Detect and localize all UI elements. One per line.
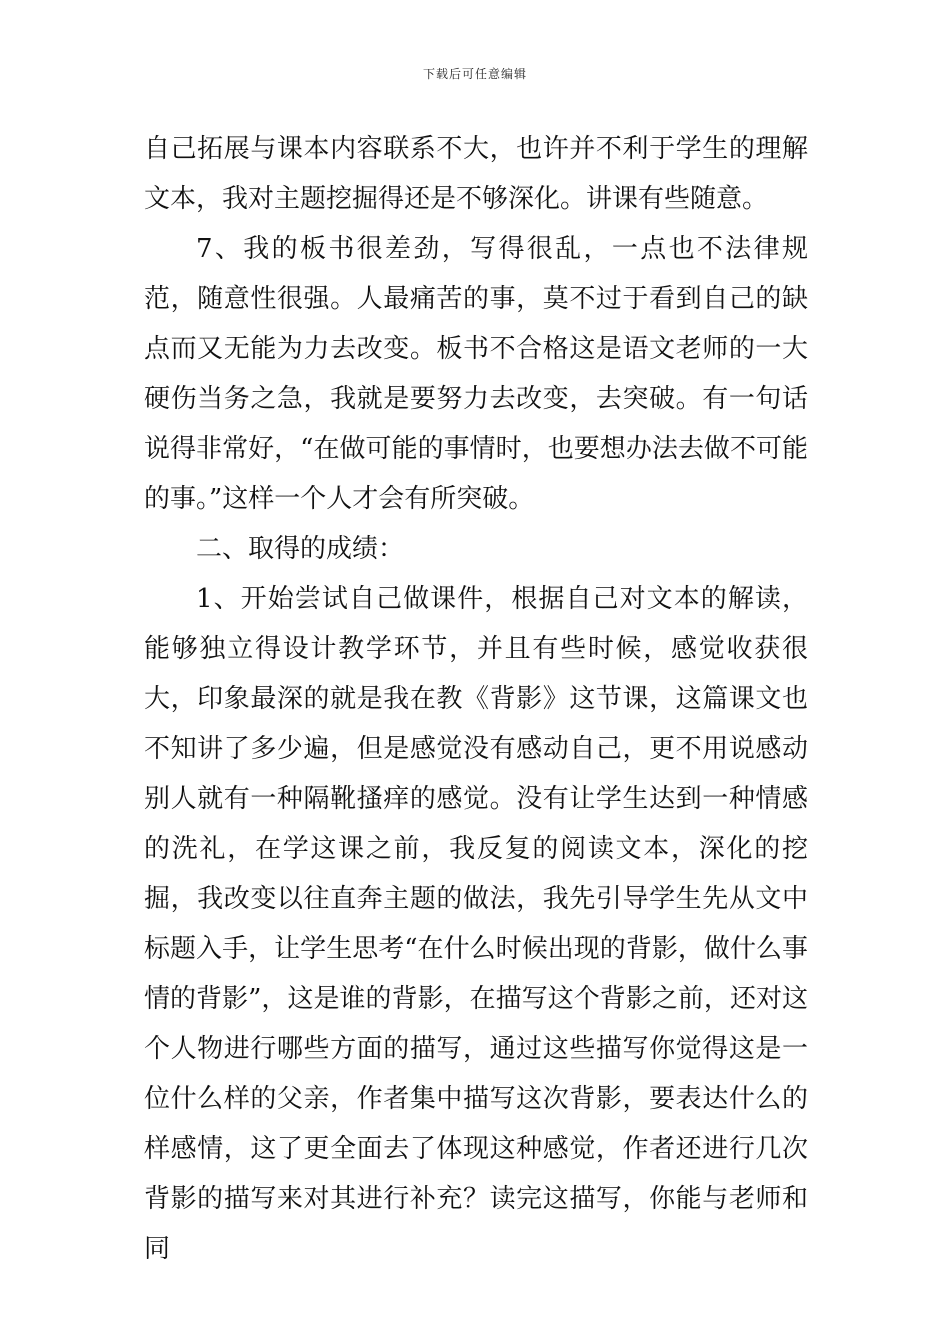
paragraph-item-1: 1、开始尝试自己做课件，根据自己对文本的解读，能够独立得设计教学环节，并且有些时候，感觉收获很大，印象最深的就是我在教《背影》这节课，这篇课文也不知讲了多少遍，但是感觉没有感动自己，更不用说感动别人就有一种隔靴搔痒的感觉。没有让学生达到一种情感的洗礼，在学这课之前，我反复的阅读文本，深化的挖掘，我改变以往直奔主题的做法，我先引导学生先从文中标题入手，让学生思考“在什么时候出现的背影，做什么事情的背影”，这是谁的背影，在描写这个背影之前，还对这个人物进行哪些方面的描写，通过这些描写你觉得这是一位什么样的父亲，作者集中描写这次背影，要表达什么的样感情，这了更全面去了体现这种感觉，作者还进行几次背影的描写来对其进行补充？读完这描写，你能与老师和同 [144,584,808,1264]
section-heading-achievements: 二、取得的成绩： [196,534,405,564]
document-body [144,124,808,1274]
paragraph-item-7: 7、我的板书很差劲，写得很乱，一点也不法律规范，随意性很强。人最痛苦的事，莫不过于看到自己的缺点而又无能为力去改变。板书不合格这是语文老师的一大硬伤当务之急，我就是要努力去改变，去突破。有一句话说得非常好，“在做可能的事情时，也要想办法去做不可能的事。”这样一个人才会有所突破。 [144,234,808,514]
paragraph-continuation: 自己拓展与课本内容联系不大，也许并不利于学生的理解文本，我对主题挖掘得还是不够深化。讲课有些随意。 [144,134,808,214]
page-header: 下载后可任意编辑 [422,67,527,81]
